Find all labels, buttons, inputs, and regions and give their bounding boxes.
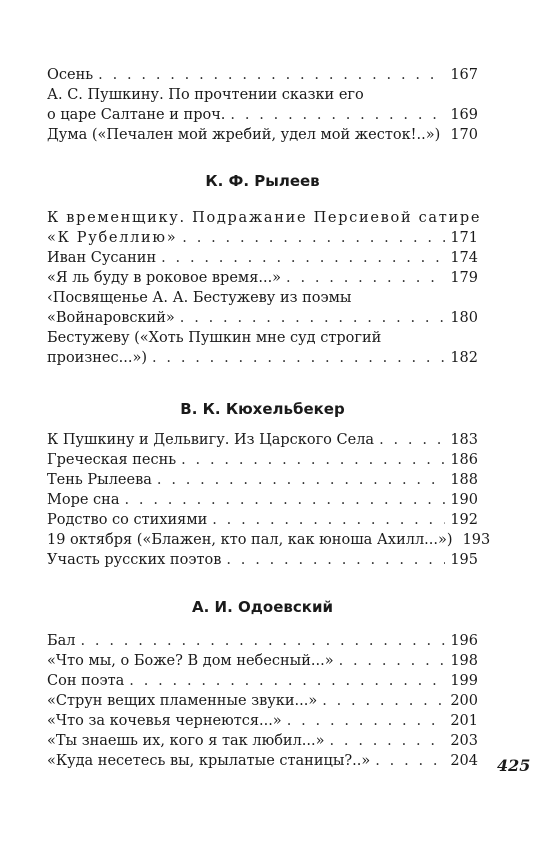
toc-entry	[47, 268, 478, 288]
leader-dots	[322, 691, 445, 711]
page-number: 425	[497, 756, 531, 775]
toc-entry-page: 183	[450, 432, 478, 448]
toc-entry-page: 180	[450, 310, 478, 326]
toc-entry-title: Дума («Печален мой жребий, удел мой жесток!..»)	[47, 127, 441, 143]
toc-entry-page: 171	[450, 230, 478, 246]
leader-dots	[182, 228, 445, 248]
toc-entry-title: ‹Посвященье А. А. Бестужеву из поэмы	[47, 290, 352, 306]
toc-entry-page: 167	[450, 67, 478, 83]
leader-dots	[287, 711, 446, 731]
leader-dots	[181, 450, 445, 470]
toc-entry	[47, 490, 478, 510]
toc-entry-page: 193	[462, 532, 491, 548]
toc-entry-title: «Ты знаешь их, кого я так любил...»	[47, 733, 325, 749]
leader-dots	[330, 731, 446, 751]
toc-entry-title: Осень	[47, 67, 94, 83]
toc-entry	[47, 288, 478, 328]
toc-entry-page: 174	[450, 250, 478, 266]
toc-entry-title: Бал	[47, 633, 76, 649]
toc-entry	[47, 691, 478, 711]
toc-entry	[47, 631, 478, 651]
toc-entry	[47, 671, 478, 691]
toc-entry-title: «Войнаровский»	[47, 310, 175, 326]
toc-entry-title: Участь русских поэтов	[47, 552, 222, 568]
toc-entry-page: 190	[450, 492, 478, 508]
section-heading-odoevsky: А. И. Одоевский	[192, 598, 333, 616]
toc-entry-title: «Струн вещих пламенные звуки...»	[47, 693, 318, 709]
toc-entry	[47, 510, 478, 530]
toc-entry	[47, 328, 478, 368]
leader-dots	[286, 268, 445, 288]
leader-dots	[161, 248, 445, 268]
toc-section-ryleev	[47, 208, 482, 368]
toc-entry-title: А. С. Пушкину. По прочтении сказки его	[47, 87, 364, 103]
leader-dots	[124, 490, 445, 510]
toc-entry-page: 198	[450, 653, 478, 669]
toc-entry	[47, 208, 482, 248]
toc-entry-page: 204	[450, 753, 478, 769]
section-heading-ryleev: К. Ф. Рылеев	[205, 172, 320, 190]
toc-entry-title: Иван Сусанин	[47, 250, 157, 266]
toc-entry-title: «Я ль буду в роковое время...»	[47, 270, 282, 286]
toc-entry-page: 169	[450, 107, 478, 123]
leader-dots	[129, 671, 445, 691]
toc-entry-title: 19 октября («Блажен, кто пал, как юноша Ахилл...»)	[47, 532, 453, 548]
toc-entry-title: Греческая песнь	[47, 452, 177, 468]
toc-entry	[47, 85, 478, 125]
toc-entry	[47, 470, 478, 490]
toc-entry-page: 200	[450, 693, 478, 709]
toc-block-continued	[47, 65, 478, 145]
toc-entry-page: 182	[450, 350, 478, 366]
toc-entry-page: 201	[450, 713, 478, 729]
toc-entry-title: Родство со стихиями	[47, 512, 208, 528]
toc-entry-title: Море сна	[47, 492, 120, 508]
toc-entry-page: 203	[450, 733, 478, 749]
leader-dots	[152, 348, 445, 368]
leader-dots	[157, 470, 445, 490]
toc-entry-title: Тень Рылеева	[47, 472, 152, 488]
toc-entry-page: 186	[450, 452, 478, 468]
toc-section-odoevsky	[47, 631, 478, 771]
toc-entry	[47, 651, 478, 671]
toc-entry-title: произнес...»)	[47, 350, 147, 366]
toc-entry	[47, 751, 478, 771]
toc-entry	[47, 711, 478, 731]
leader-dots	[81, 631, 446, 651]
toc-entry-title: о царе Салтане и проч.	[47, 107, 226, 123]
toc-entry	[47, 731, 478, 751]
leader-dots	[339, 651, 446, 671]
toc-entry-title: «Куда несетесь вы, крылатые станицы?..»	[47, 753, 371, 769]
toc-entry-page: 179	[450, 270, 478, 286]
toc-entry-title: Сон поэта	[47, 673, 125, 689]
toc-entry	[47, 550, 478, 570]
toc-entry-page: 188	[450, 472, 478, 488]
leader-dots	[180, 308, 446, 328]
leader-dots	[375, 751, 445, 771]
leader-dots	[212, 510, 445, 530]
toc-entry-page: 196	[450, 633, 478, 649]
toc-entry-page: 199	[450, 673, 478, 689]
toc-entry	[47, 125, 478, 145]
toc-entry	[47, 430, 478, 450]
toc-entry	[47, 65, 478, 85]
leader-dots	[230, 105, 445, 125]
toc-entry-title: «Что мы, о Боже? В дом небесный...»	[47, 653, 334, 669]
toc-entry-title: Бестужеву («Хоть Пушкин мне суд строгий	[47, 330, 382, 346]
toc-entry-page: 170	[450, 127, 478, 143]
leader-dots	[379, 430, 445, 450]
toc-entry	[47, 248, 478, 268]
toc-entry	[47, 530, 491, 550]
toc-entry-title: «Что за кочевья чернеются...»	[47, 713, 282, 729]
toc-entry	[47, 450, 478, 470]
leader-dots	[98, 65, 445, 85]
toc-entry-page: 195	[450, 552, 478, 568]
leader-dots	[226, 550, 445, 570]
section-heading-kuchelbecker: В. К. Кюхельбекер	[180, 400, 345, 418]
toc-entry-title: К временщику. Подражание Персиевой сатире	[47, 210, 482, 226]
toc-entry-title: К Пушкину и Дельвигу. Из Царского Села	[47, 432, 375, 448]
toc-entry-page: 192	[450, 512, 478, 528]
toc-section-kuchelbecker	[47, 430, 491, 570]
toc-entry-title: «К Рубеллию»	[47, 230, 178, 246]
